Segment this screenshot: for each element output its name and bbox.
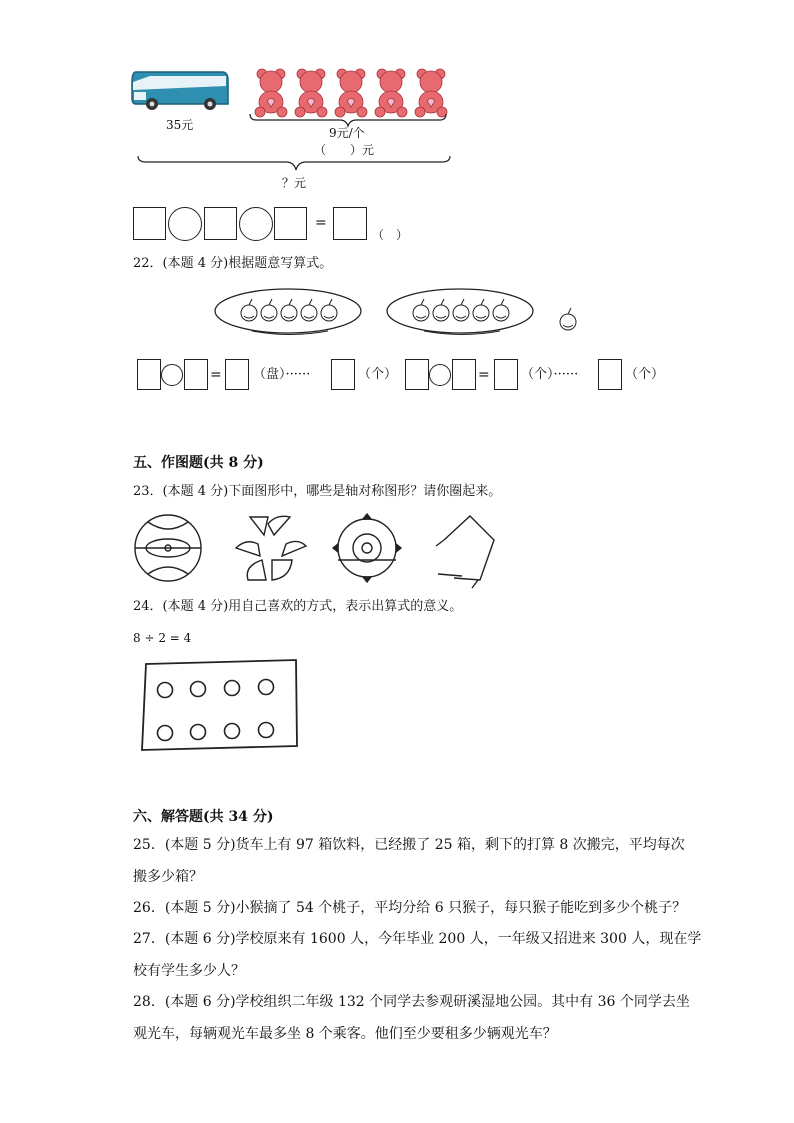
q25-line2: 搬多少箱？ — [133, 869, 203, 885]
q26-line1: 26．(本题 5 分)小猴摘了 54 个桃子，平均分给 6 只猴子，每只猴子能吃到多少个桃子？ — [133, 900, 687, 916]
section-6-title: 六、解答题(共 34 分) — [133, 809, 274, 825]
q28-line1: 28．(本题 6 分)学校组织二年级 132 个同学去参观研溪湿地公园。其中有 36 个同学去坐 — [133, 994, 690, 1010]
section-5-title: 五、作图题(共 8 分) — [133, 455, 264, 471]
equals-sign: = — [315, 215, 327, 231]
q23-text: 23．(本题 4 分)下面图形中，哪些是轴对称图形？请你圈起来。 — [133, 484, 502, 499]
q24-text: 24．(本题 4 分)用自己喜欢的方式，表示出算式的意义。 — [133, 599, 463, 614]
total-question: ？元 — [282, 176, 307, 190]
q22-text: 22．(本题 4 分)根据题意写算式。 — [133, 256, 333, 271]
q27-line1: 27．(本题 6 分)学校原来有 1600 人，今年毕业 200 人，一年级又招进来 300 人，现在学 — [133, 931, 702, 947]
bear-total: （ ）元 — [314, 143, 375, 157]
unit-ge: （个） — [625, 367, 665, 382]
unit-pan: （盘）······ — [253, 367, 311, 382]
q27-line2: 校有学生多少人？ — [133, 963, 245, 979]
unit-paren: （ ） — [372, 228, 409, 242]
unit-ge: （个） — [358, 367, 398, 382]
bear-price: 9元/个 — [329, 126, 365, 140]
q24-equation: 8 ÷ 2 = 4 — [133, 631, 192, 645]
equals-sign: = — [210, 367, 222, 383]
equals-sign: = — [478, 367, 490, 383]
q25-line1: 25．(本题 5 分)货车上有 97 箱饮料，已经搬了 25 箱，剩下的打算 8 次搬完，平均每次 — [133, 837, 685, 853]
q28-line2: 观光车，每辆观光车最多坐 8 个乘客。他们至少要租多少辆观光车？ — [133, 1026, 557, 1042]
bus-price: 35元 — [166, 118, 194, 132]
unit-ge-dots: （个）······ — [521, 367, 579, 382]
